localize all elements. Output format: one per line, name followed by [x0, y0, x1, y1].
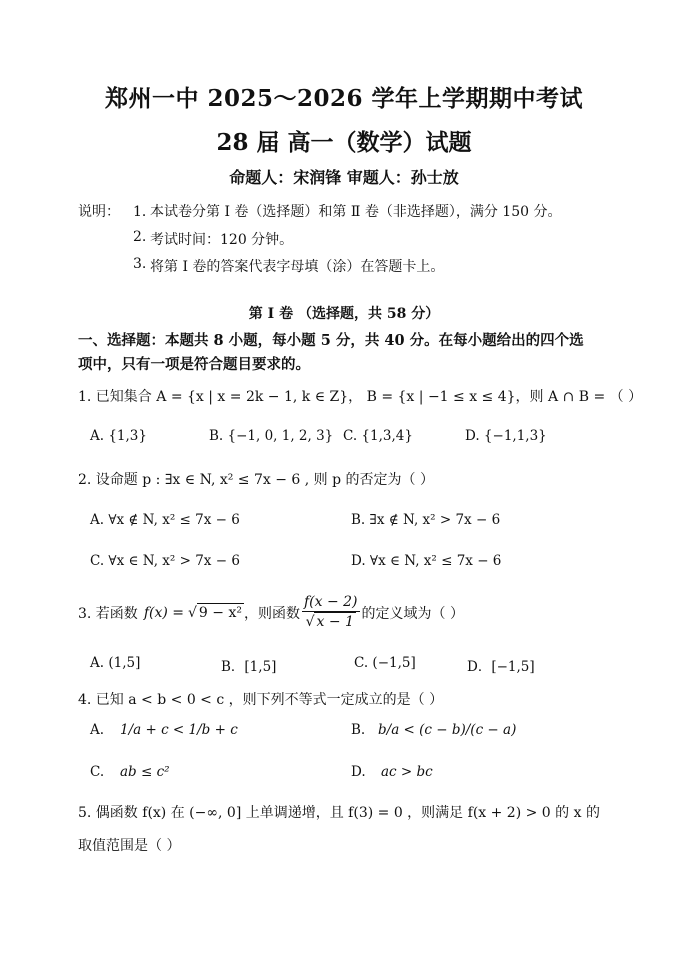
section-intro-line-1: 一、选择题：本题共 8 小题，每小题 5 分，共 40 分。在每小题给出的四个选	[78, 332, 584, 349]
question-1-option-b: B. {−1, 0, 1, 2, 3}	[209, 428, 334, 444]
sqrt-symbol-icon: √	[188, 604, 197, 621]
question-3-fraction	[302, 594, 360, 631]
question-1-option-c: C. {1,3,4}	[343, 428, 413, 444]
section-intro-line-2: 项中，只有一项是符合题目要求的。	[78, 356, 310, 373]
question-3-option-b: B．[1,5]	[221, 659, 277, 675]
question-5-stem-line-1: 5. 偶函数 f(x) 在 (−∞, 0] 上单调递增，且 f(3) = 0 ，则满足 f(x + 2) > 0 的 x 的	[78, 805, 600, 821]
instructions-label: 说明：	[78, 204, 120, 220]
question-3-radicand: 9 − x²	[198, 605, 242, 621]
question-1-stem: 1. 已知集合 A = {x | x = 2k − 1, k ∈ Z}， B = {x | −1 ≤ x ≤ 4}，则 A ∩ B = （ ）	[78, 389, 643, 405]
question-2-option-c: C. ∀x ∈ N, x² > 7x − 6	[90, 553, 240, 569]
question-2-option-d: D. ∀x ∈ N, x² ≤ 7x − 6	[351, 553, 502, 569]
question-4-option-a-label: A.	[90, 722, 105, 738]
question-4-option-b-label: B.	[351, 722, 366, 738]
question-3-fraction-denominator	[304, 612, 358, 631]
sqrt-symbol-icon: √	[305, 614, 315, 630]
question-4-option-c-label: C.	[90, 764, 105, 780]
question-3-option-d: D．[−1,5]	[467, 659, 535, 675]
question-1-option-a: A. {1,3}	[90, 428, 147, 444]
question-3-mid: ，则函数	[243, 605, 300, 622]
question-3-fraction-numerator: f(x − 2)	[303, 594, 358, 610]
question-2-stem: 2. 设命题 p : ∃x ∈ N, x² ≤ 7x − 6 , 则 p 的否定为（ ）	[78, 472, 434, 488]
question-3-function: f(x) =	[143, 604, 184, 621]
instruction-3-number: 3.	[133, 256, 147, 272]
question-4-option-d-label: D.	[351, 764, 366, 780]
question-3-stem	[78, 594, 464, 631]
section-title: 第 Ⅰ 卷 （选择题，共 58 分）	[248, 306, 440, 322]
question-5-stem-line-2: 取值范围是（ ）	[78, 838, 181, 854]
question-4-option-b-text: b/a < (c − b)/(c − a)	[378, 722, 517, 738]
exam-subtitle: 28 届 高一（数学）试题	[216, 129, 472, 156]
instruction-3-text: 将第 Ⅰ 卷的答案代表字母填（涂）在答题卡上。	[150, 259, 445, 275]
instruction-2-number: 2.	[133, 229, 147, 245]
instruction-1-text: 本试卷分第 Ⅰ 卷（选择题）和第 Ⅱ 卷（非选择题），满分 150 分。	[150, 204, 562, 220]
question-3-prefix: 3. 若函数	[78, 605, 138, 622]
question-4-stem: 4. 已知 a < b < 0 < c ，则下列不等式一定成立的是（ ）	[78, 692, 444, 708]
instruction-2-text: 考试时间：120 分钟。	[150, 232, 294, 248]
question-2-option-b: B. ∃x ∉ N, x² > 7x − 6	[351, 512, 501, 528]
exam-title: 郑州一中 2025～2026 学年上学期期中考试	[104, 85, 584, 112]
question-3-denominator-radicand: x − 1	[316, 614, 354, 630]
question-4-option-c-text: ab ≤ c²	[120, 764, 170, 780]
question-3-suffix: 的定义域为（ ）	[361, 605, 464, 622]
question-4-option-d-text: ac > bc	[381, 764, 433, 780]
question-3-option-c: C. (−1,5]	[354, 655, 416, 671]
question-4-option-a-text: 1/a + c < 1/b + c	[120, 722, 238, 738]
question-3-option-a: A. (1,5]	[90, 655, 141, 671]
question-2-option-a: A. ∀x ∉ N, x² ≤ 7x − 6	[90, 512, 240, 528]
instruction-1-number: 1．	[133, 204, 156, 220]
exam-authors: 命题人：宋润锋 审题人：孙士放	[229, 168, 459, 187]
question-1-option-d: D. {−1,1,3}	[465, 428, 547, 444]
